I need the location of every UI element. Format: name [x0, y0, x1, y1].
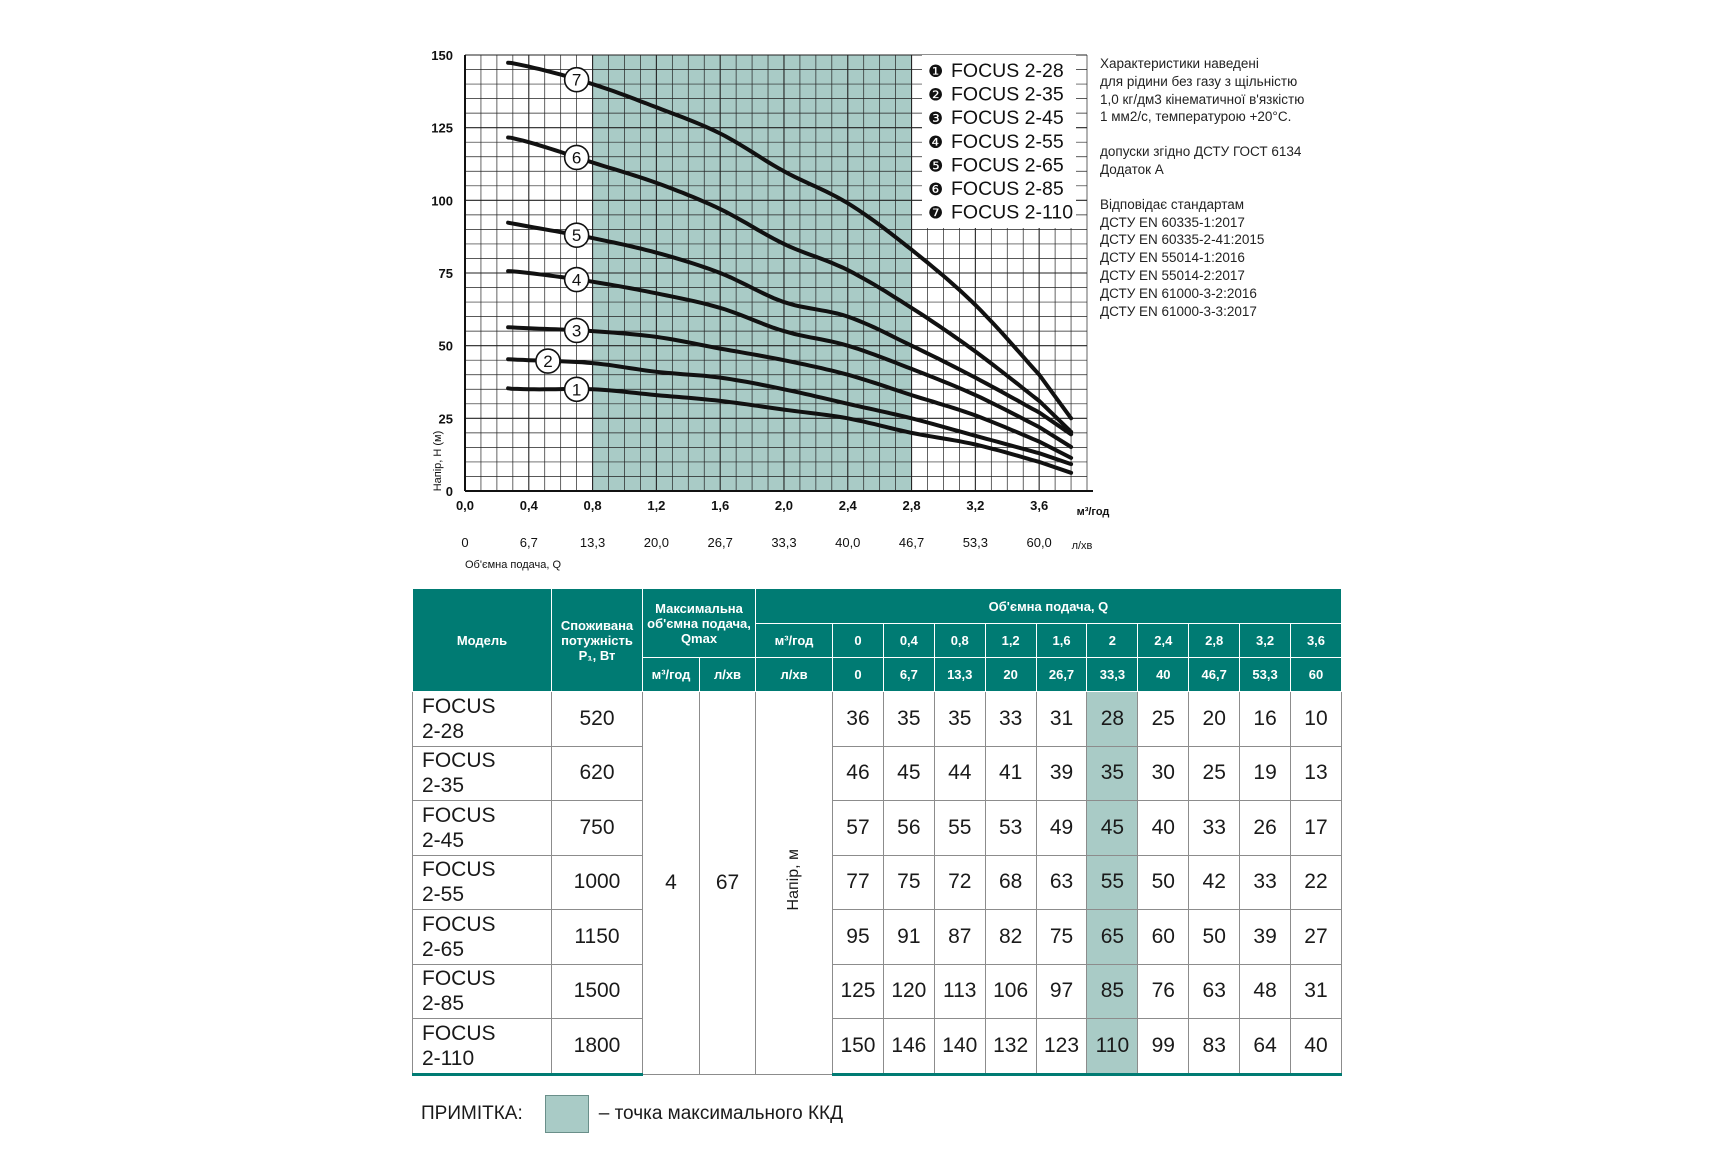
head-value-cell: 26	[1240, 801, 1291, 856]
note-line: 1 мм2/с, температурою +20°C.	[1100, 109, 1292, 125]
y-tick-label: 150	[431, 48, 453, 63]
head-label: Напір, м	[785, 849, 803, 911]
x-tick-label: 0,4	[519, 498, 538, 513]
table-row	[413, 910, 1342, 965]
x2-tick-label: 40,0	[835, 535, 861, 550]
legend-entry-7: FOCUS 2-110	[951, 201, 1074, 224]
head-value-cell: 27	[1291, 910, 1342, 965]
qmax-m3-cell: 4	[643, 692, 700, 1075]
y-tick-label: 0	[445, 484, 453, 499]
head-value-cell: 146	[883, 1019, 934, 1075]
head-value-cell: 13	[1291, 746, 1342, 801]
note-swatch	[545, 1095, 589, 1133]
head-value-cell: 57	[833, 801, 884, 856]
head-value-cell: 72	[934, 855, 985, 910]
head-value-cell: 44	[934, 746, 985, 801]
x-tick-label: 3,2	[966, 498, 985, 513]
series-marker-label-5: 5	[571, 226, 582, 246]
head-value-cell: 64	[1240, 1019, 1291, 1075]
note-line: допуски згідно ДСТУ ГОСТ 6134	[1100, 144, 1302, 160]
x-unit-label: м³/год	[1076, 506, 1110, 518]
legend-bullet-4: ❹	[928, 132, 944, 153]
head-value-cell: 63	[1036, 855, 1087, 910]
model-name: FOCUS	[422, 858, 496, 882]
model-size: 2-110	[422, 1046, 475, 1070]
head-value-cell: 60	[1138, 910, 1189, 965]
head-value-cell: 97	[1036, 964, 1087, 1019]
series-marker-label-3: 3	[571, 321, 582, 341]
model-cell	[413, 964, 552, 1019]
legend-bullet-3: ❸	[928, 109, 944, 130]
th-flow-lmin-2: 13,3	[934, 658, 985, 692]
head-value-cell: 120	[883, 964, 934, 1019]
model-cell	[413, 692, 552, 747]
series-markers	[536, 68, 589, 402]
head-value-cell: 53	[985, 801, 1036, 856]
model-name: FOCUS	[422, 694, 496, 718]
x2-tick-label: 26,7	[707, 535, 733, 550]
power-cell: 1800	[552, 1019, 643, 1075]
legend-bullet-5: ❺	[928, 156, 944, 177]
head-value-cell: 49	[1036, 801, 1087, 856]
head-value-cell: 25	[1189, 746, 1240, 801]
head-value-cell: 110	[1087, 1019, 1138, 1075]
model-name: FOCUS	[422, 967, 496, 991]
head-value-cell: 33	[1189, 801, 1240, 856]
head-value-cell: 39	[1240, 910, 1291, 965]
th-flow-lmin-6: 40	[1138, 658, 1189, 692]
x-tick-label: 2,0	[774, 498, 794, 513]
note-text: – точка максимального ККД	[598, 1103, 843, 1124]
x2-tick-label: 33,3	[771, 535, 797, 550]
note-label: ПРИМІТКА:	[421, 1103, 523, 1124]
head-value-cell: 87	[934, 910, 985, 965]
head-value-cell: 82	[985, 910, 1036, 965]
series-marker-label-4: 4	[571, 270, 582, 290]
qmax-lmin-cell: 67	[700, 692, 756, 1075]
th-flow: Об'ємна подача, Q	[756, 589, 1342, 624]
head-value-cell: 40	[1138, 801, 1189, 856]
head-value-cell: 85	[1087, 964, 1138, 1019]
head-value-cell: 45	[883, 746, 934, 801]
th-flow-m3-5: 2	[1087, 624, 1138, 658]
th-flow-lmin-3: 20	[985, 658, 1036, 692]
legend-entry-3: FOCUS 2-45	[951, 107, 1064, 130]
legend-note	[421, 1095, 843, 1133]
legend-entry-2: FOCUS 2-35	[951, 83, 1064, 106]
note-line: Характеристики наведені	[1100, 56, 1259, 71]
head-value-cell: 75	[1036, 910, 1087, 965]
y-tick-label: 100	[431, 193, 453, 209]
model-cell	[413, 855, 552, 910]
th-flow-m3-2: 0,8	[934, 624, 985, 658]
th-flow-m3-4: 1,6	[1036, 624, 1087, 658]
chart-notes	[1100, 55, 1400, 320]
head-value-cell: 113	[934, 964, 985, 1019]
th-row-m3: м³/год	[756, 624, 833, 658]
head-value-cell: 35	[934, 692, 985, 747]
x2-unit-label: л/хв	[1071, 540, 1093, 552]
head-value-cell: 140	[934, 1019, 985, 1075]
th-flow-lmin-4: 26,7	[1036, 658, 1087, 692]
table-row	[413, 746, 1342, 801]
model-size: 2-65	[422, 937, 465, 961]
th-flow-lmin-7: 46,7	[1189, 658, 1240, 692]
head-value-cell: 33	[1240, 855, 1291, 910]
power-cell: 620	[552, 746, 643, 801]
power-cell: 750	[552, 801, 643, 856]
model-name: FOCUS	[422, 1021, 496, 1045]
model-cell	[413, 1019, 552, 1075]
head-value-cell: 63	[1189, 964, 1240, 1019]
th-power-label: Споживана потужність	[560, 617, 634, 648]
head-value-cell: 68	[985, 855, 1036, 910]
x-axis-label: Об'ємна подача, Q	[465, 559, 562, 571]
th-qmax-m3: м³/год	[643, 658, 700, 692]
note-line: ДСТУ EN 60335-1:2017	[1100, 214, 1245, 230]
x2-tick-label: 60,0	[1026, 535, 1052, 550]
head-value-cell: 25	[1138, 692, 1189, 747]
head-value-cell: 22	[1291, 855, 1342, 910]
head-value-cell: 99	[1138, 1019, 1189, 1075]
head-value-cell: 123	[1036, 1019, 1087, 1075]
x-tick-label: 0,0	[455, 498, 475, 513]
head-value-cell: 91	[883, 910, 934, 965]
note-line: Відповідає стандартам	[1100, 196, 1245, 212]
head-value-cell: 45	[1087, 801, 1138, 856]
x2-tick-label: 6,7	[519, 535, 538, 550]
th-flow-lmin-1: 6,7	[883, 658, 934, 692]
chart-legend	[922, 55, 1076, 228]
legend-entry-1: FOCUS 2-28	[951, 60, 1064, 82]
th-flow-m3-3: 1,2	[985, 624, 1036, 658]
model-size: 2-35	[422, 774, 465, 798]
head-value-cell: 50	[1189, 910, 1240, 965]
table-row	[413, 692, 1342, 747]
head-value-cell: 30	[1138, 746, 1189, 801]
x-tick-label: 3,6	[1030, 498, 1049, 513]
series-marker-label-7: 7	[571, 70, 582, 90]
legend-bullet-7: ❼	[928, 203, 944, 224]
power-cell: 1500	[552, 964, 643, 1019]
head-value-cell: 56	[883, 801, 934, 856]
head-value-cell: 31	[1036, 692, 1087, 747]
x2-tick-label: 53,3	[962, 535, 989, 550]
head-value-cell: 31	[1291, 964, 1342, 1019]
notes-conditions	[1100, 55, 1400, 126]
head-value-cell: 65	[1087, 910, 1138, 965]
head-label-cell	[756, 692, 833, 1075]
head-value-cell: 19	[1240, 746, 1291, 801]
legend-bullet-1: ❶	[928, 62, 944, 82]
th-power-unit: Р₁, Вт	[578, 647, 616, 663]
note-line: ДСТУ EN 61000-3-3:2017	[1100, 303, 1257, 319]
model-size: 2-45	[422, 828, 465, 852]
x-tick-label: 0,8	[583, 498, 602, 513]
note-line: для рідини без газу з щільністю	[1100, 73, 1298, 89]
table-row	[413, 964, 1342, 1019]
table-row	[413, 1019, 1342, 1075]
head-value-cell: 55	[934, 801, 985, 856]
note-line: ДСТУ EN 55014-2:2017	[1100, 267, 1245, 283]
head-value-cell: 77	[833, 855, 884, 910]
th-flow-lmin-8: 53,3	[1240, 658, 1291, 692]
series-marker-label-2: 2	[543, 352, 553, 372]
th-qmax-lmin: л/хв	[700, 658, 756, 692]
note-line: Додаток А	[1100, 161, 1164, 177]
head-value-cell: 42	[1189, 855, 1240, 910]
th-qmax: Максимальна об'ємна подача, Qmax	[643, 589, 756, 658]
head-value-cell: 28	[1087, 692, 1138, 747]
y-tick-label: 25	[438, 411, 453, 427]
note-line: ДСТУ EN 61000-3-2:2016	[1100, 285, 1257, 301]
legend-entry-5: FOCUS 2-65	[951, 154, 1064, 177]
y-axis-label: Напір, Н (м)	[432, 430, 444, 492]
head-value-cell: 75	[883, 855, 934, 910]
head-value-cell: 17	[1291, 801, 1342, 856]
y-tick-label: 50	[438, 338, 453, 354]
head-value-cell: 39	[1036, 746, 1087, 801]
th-power	[552, 589, 643, 692]
table-row	[413, 801, 1342, 856]
model-cell	[413, 746, 552, 801]
x2-tick-label: 0	[461, 535, 469, 550]
notes-standards	[1100, 196, 1400, 321]
x2-tick-label: 20,0	[643, 535, 670, 550]
head-value-cell: 20	[1189, 692, 1240, 747]
x-tick-label: 1,2	[647, 498, 666, 513]
head-value-cell: 46	[833, 746, 884, 801]
model-cell	[413, 910, 552, 965]
th-flow-lmin-0: 0	[833, 658, 884, 692]
head-value-cell: 76	[1138, 964, 1189, 1019]
head-value-cell: 95	[833, 910, 884, 965]
legend-entry-4: FOCUS 2-55	[951, 130, 1064, 153]
th-row-lmin: л/хв	[756, 658, 833, 692]
th-flow-lmin-5: 33,3	[1087, 658, 1138, 692]
model-size: 2-55	[422, 883, 465, 907]
series-marker-label-1: 1	[571, 380, 582, 400]
th-flow-m3-1: 0,4	[883, 624, 934, 658]
head-value-cell: 36	[833, 692, 884, 747]
head-value-cell: 41	[985, 746, 1036, 801]
y-tick-label: 75	[438, 266, 453, 281]
head-value-cell: 132	[985, 1019, 1036, 1075]
head-value-cell: 83	[1189, 1019, 1240, 1075]
th-flow-lmin-9: 60	[1291, 658, 1342, 692]
power-cell: 1000	[552, 855, 643, 910]
x2-tick-label: 13,3	[579, 535, 606, 550]
th-flow-m3-8: 3,2	[1240, 624, 1291, 658]
x-tick-label: 1,6	[711, 498, 730, 513]
head-value-cell: 106	[985, 964, 1036, 1019]
head-value-cell: 55	[1087, 855, 1138, 910]
head-value-cell: 150	[833, 1019, 884, 1075]
table-row	[413, 855, 1342, 910]
y-tick-label: 125	[431, 120, 453, 136]
x-tick-label: 2,8	[902, 498, 921, 513]
head-value-cell: 10	[1291, 692, 1342, 747]
series-marker-label-6: 6	[571, 148, 582, 168]
head-value-cell: 35	[1087, 746, 1138, 801]
pump-spec-table	[412, 588, 1342, 1076]
pump-curve-chart	[0, 0, 1728, 580]
head-value-cell: 35	[883, 692, 934, 747]
note-line: ДСТУ EN 60335-2-41:2015	[1100, 232, 1265, 248]
th-flow-m3-7: 2,8	[1189, 624, 1240, 658]
note-line: ДСТУ EN 55014-1:2016	[1100, 250, 1245, 266]
power-cell: 520	[552, 692, 643, 747]
model-name: FOCUS	[422, 749, 496, 773]
th-flow-m3-6: 2,4	[1138, 624, 1189, 658]
notes-tolerances	[1100, 143, 1400, 179]
model-size: 2-85	[422, 992, 465, 1016]
power-cell: 1150	[552, 910, 643, 965]
model-name: FOCUS	[422, 912, 496, 936]
legend-bullet-6: ❻	[928, 180, 944, 200]
head-value-cell: 33	[985, 692, 1036, 747]
head-value-cell: 48	[1240, 964, 1291, 1019]
model-cell	[413, 801, 552, 856]
head-value-cell: 125	[833, 964, 884, 1019]
th-model: Модель	[413, 589, 552, 692]
x-tick-label: 2,4	[838, 498, 857, 513]
head-value-cell: 16	[1240, 692, 1291, 747]
th-flow-m3-0: 0	[833, 624, 884, 658]
head-value-cell: 40	[1291, 1019, 1342, 1075]
x2-tick-label: 46,7	[898, 535, 925, 550]
model-size: 2-28	[422, 719, 465, 743]
note-line: 1,0 кг/дм3 кінематичної в'язкістю	[1100, 91, 1305, 107]
model-name: FOCUS	[422, 803, 496, 827]
legend-entry-6: FOCUS 2-85	[951, 178, 1064, 200]
th-flow-m3-9: 3,6	[1291, 624, 1342, 658]
head-value-cell: 50	[1138, 855, 1189, 910]
legend-bullet-2: ❷	[928, 85, 944, 106]
